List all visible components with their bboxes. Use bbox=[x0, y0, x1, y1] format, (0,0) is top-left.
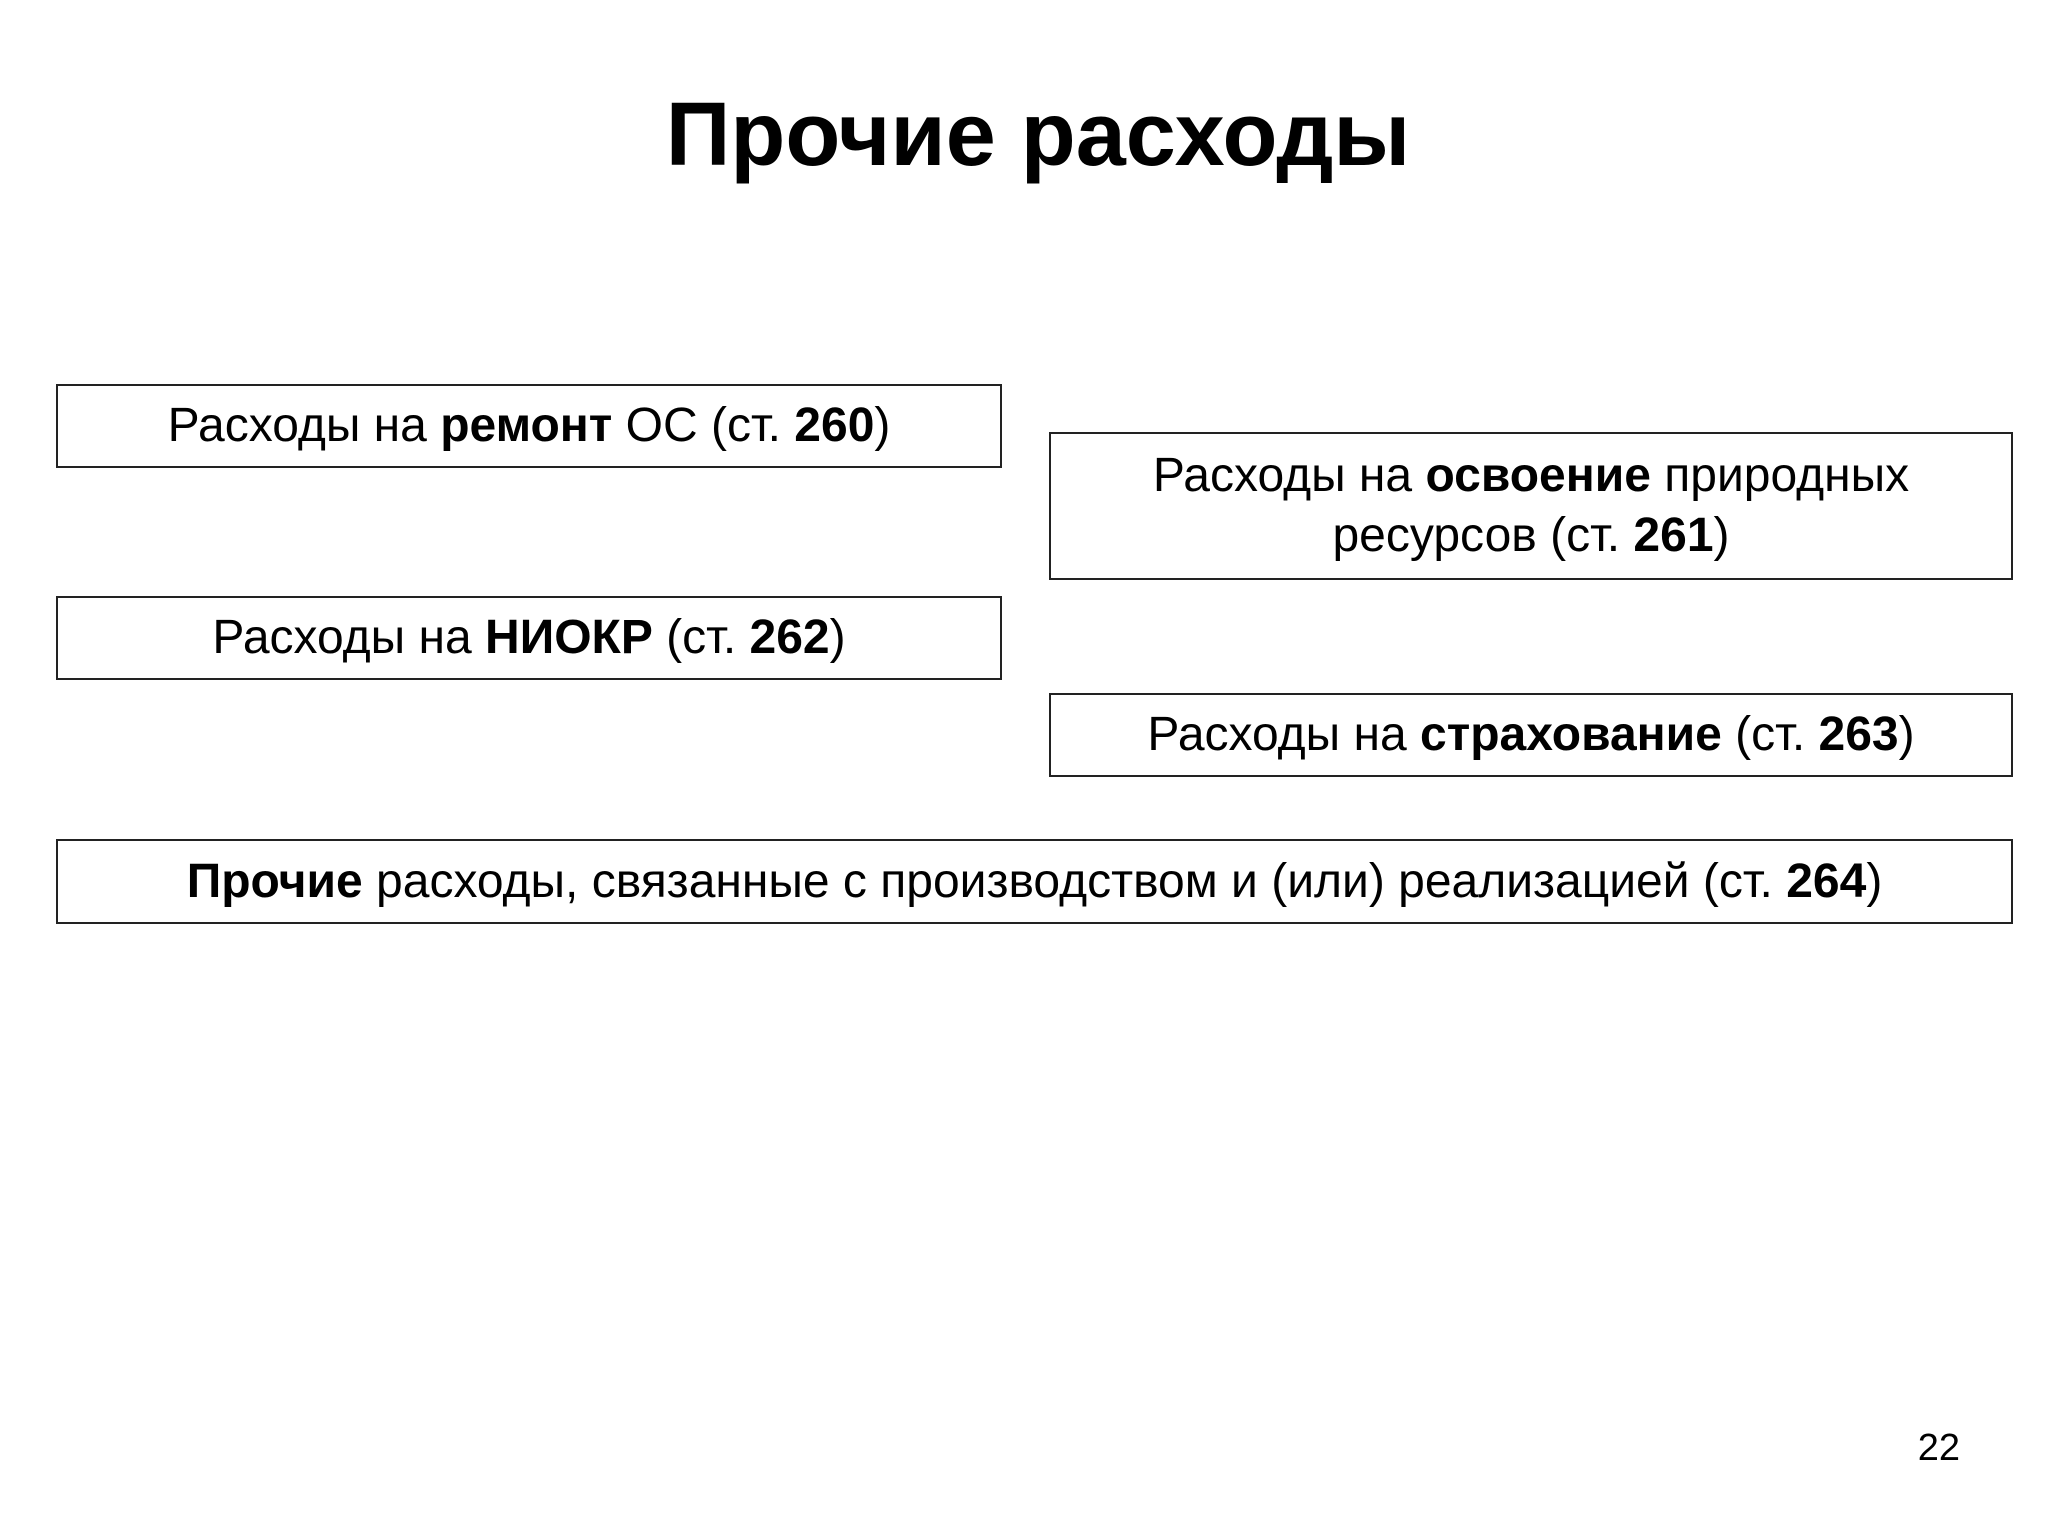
insurance-article-number: 263 bbox=[1818, 708, 1899, 761]
repair-suffix: ) bbox=[874, 399, 891, 452]
rnd-article-number: 262 bbox=[749, 611, 830, 664]
repair-keyword: ремонт bbox=[440, 399, 613, 452]
other-middle: расходы, связанные с производством и (или) реализацией (ст. bbox=[362, 854, 1787, 908]
slide-title: Прочие расходы bbox=[665, 85, 1411, 185]
resources-keyword: освоение bbox=[1425, 449, 1651, 502]
expense-box-rnd-text bbox=[212, 608, 845, 668]
repair-middle: ОС (ст. bbox=[612, 399, 795, 452]
repair-prefix: Расходы на bbox=[167, 399, 441, 452]
expense-box-other-text bbox=[187, 852, 1883, 912]
resources-middle: природных bbox=[1650, 449, 1910, 502]
expense-box-rnd bbox=[56, 596, 1002, 680]
expense-box-other bbox=[56, 839, 2013, 924]
expense-box-insurance bbox=[1049, 693, 2013, 777]
page-number: 22 bbox=[1917, 1427, 1960, 1469]
other-keyword: Прочие bbox=[186, 854, 363, 908]
expense-box-insurance-text bbox=[1147, 705, 1914, 765]
resources-prefix: Расходы на bbox=[1152, 449, 1426, 502]
expense-box-natural-resources-text bbox=[1153, 446, 1909, 566]
rnd-keyword: НИОКР bbox=[485, 611, 653, 664]
resources-middle-line2: ресурсов (ст. bbox=[1332, 509, 1634, 562]
expense-box-repair bbox=[56, 384, 1002, 468]
repair-article-number: 260 bbox=[794, 399, 875, 452]
insurance-keyword: страхование bbox=[1420, 708, 1722, 761]
insurance-prefix: Расходы на bbox=[1147, 708, 1421, 761]
resources-suffix: ) bbox=[1713, 509, 1730, 562]
other-article-number: 264 bbox=[1786, 854, 1867, 908]
insurance-middle: (ст. bbox=[1721, 708, 1819, 761]
rnd-middle: (ст. bbox=[652, 611, 750, 664]
rnd-suffix: ) bbox=[829, 611, 846, 664]
resources-article-number: 261 bbox=[1633, 509, 1714, 562]
expense-box-natural-resources bbox=[1049, 432, 2013, 580]
other-suffix: ) bbox=[1866, 854, 1883, 908]
rnd-prefix: Расходы на bbox=[212, 611, 486, 664]
insurance-suffix: ) bbox=[1898, 708, 1915, 761]
expense-box-repair-text bbox=[168, 396, 891, 456]
